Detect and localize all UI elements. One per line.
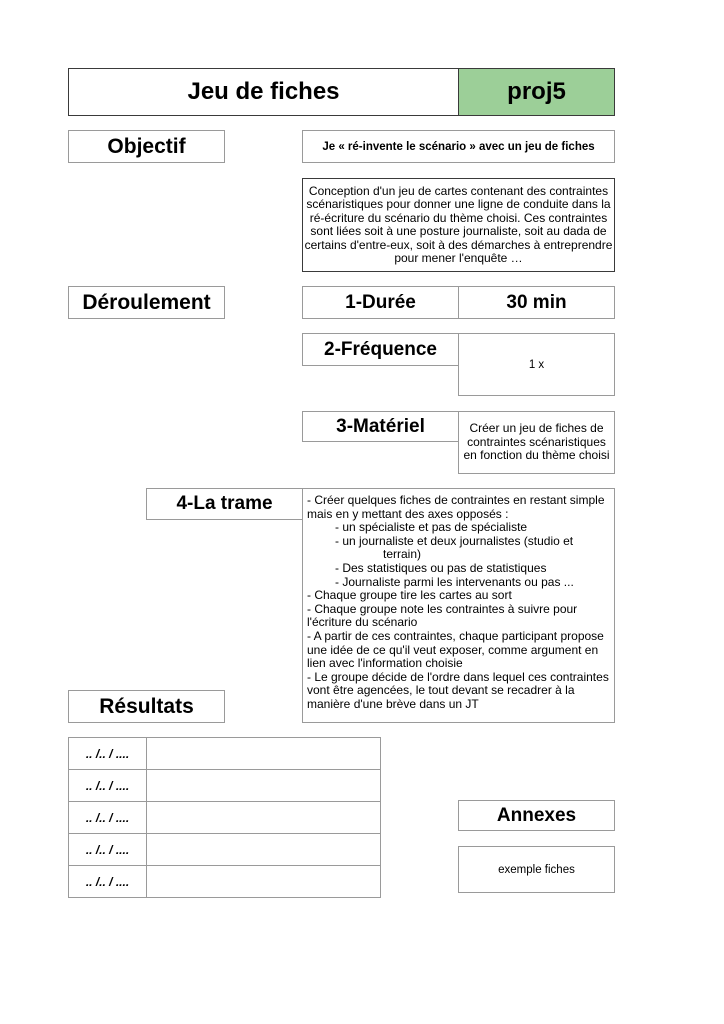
objectif-label [68,130,225,163]
materiel-label-text: 3-Matériel [336,415,425,437]
project-code-text: proj5 [507,78,566,105]
trame-line: - A partir de ces contraintes, chaque participant propose une idée de ce qu'il veut exposer, comme argument en lien avec l'information choisie [307,628,604,671]
resultats-table [68,737,381,898]
date-cell[interactable]: .. /.. / .... [69,738,147,770]
trame-line: - Créer quelques fiches de contraintes en restant simple mais en y mettant des axes opposés : [307,493,605,521]
date-cell[interactable]: .. /.. / .... [69,770,147,802]
objectif-description-text: Conception d'un jeu de cartes contenant des contraintes scénaristiques pour donner une ligne de conduite dans la ré-écriture du scénario du thème choisi. Ces contraintes sont liées soit à une posture journaliste, soit au dada de certains d'entre-eux, soit à des démarches à entreprendre pour mener l'enquête … [304,183,613,265]
resultats-label-text: Résultats [99,694,194,718]
table-row [69,738,381,770]
annexes-content-text: exemple fiches [498,863,575,876]
table-row [69,770,381,802]
table-row [69,834,381,866]
date-cell[interactable]: .. /.. / .... [69,866,147,898]
note-cell[interactable] [147,802,381,834]
trame-line: - Des statistiques ou pas de statistiques [335,560,547,575]
materiel-value-text: Créer un jeu de fiches de contraintes scénaristiques en fonction du thème choisi [463,421,610,463]
note-cell[interactable] [147,738,381,770]
objectif-label-text: Objectif [107,134,186,158]
objectif-subtitle [302,130,615,163]
duree-label [302,286,459,319]
objectif-subtitle-text: Je « ré-invente le scénario » avec un jeu de fiches [322,140,595,153]
trame-line: - Journaliste parmi les intervenants ou pas ... [335,574,574,589]
resultats-label [68,690,225,723]
duree-value [458,286,615,319]
title-text: Jeu de fiches [187,78,340,105]
materiel-label [302,411,459,442]
frequence-label [302,333,459,366]
trame-label-text: 4-La trame [176,493,273,514]
frequence-value-text: 1 x [528,358,545,371]
project-code-cell [458,68,615,116]
annexes-content[interactable] [458,846,615,893]
annexes-label-text: Annexes [496,804,577,826]
deroulement-label-text: Déroulement [82,290,211,314]
frequence-value [458,333,615,396]
trame-content [302,488,615,723]
note-cell[interactable] [147,770,381,802]
date-cell[interactable]: .. /.. / .... [69,834,147,866]
trame-line: - un spécialiste et pas de spécialiste [335,520,528,535]
table-row [69,866,381,898]
table-row [69,802,381,834]
trame-line: - Chaque groupe tire les cartes au sort [307,588,512,603]
trame-line: - Chaque groupe note les contraintes à suivre pour l'écriture du scénario [307,601,578,630]
trame-line: - Le groupe décide de l'ordre dans lequel ces contraintes vont être agencées, le tout devant se recadrer à la manière d'une brève dans un JT [307,669,609,711]
frequence-label-text: 2-Fréquence [324,338,437,360]
trame-label [146,488,303,520]
annexes-label [458,800,615,831]
note-cell[interactable] [147,866,381,898]
document-title [68,68,459,116]
duree-label-text: 1-Durée [345,291,416,313]
trame-line: - un journaliste et deux journalistes (studio et [335,533,574,548]
note-cell[interactable] [147,834,381,866]
deroulement-label [68,286,225,319]
materiel-value [458,411,615,474]
trame-line: terrain) [383,547,422,562]
date-cell[interactable]: .. /.. / .... [69,802,147,834]
objectif-description [302,178,615,272]
duree-value-text: 30 min [506,291,567,313]
